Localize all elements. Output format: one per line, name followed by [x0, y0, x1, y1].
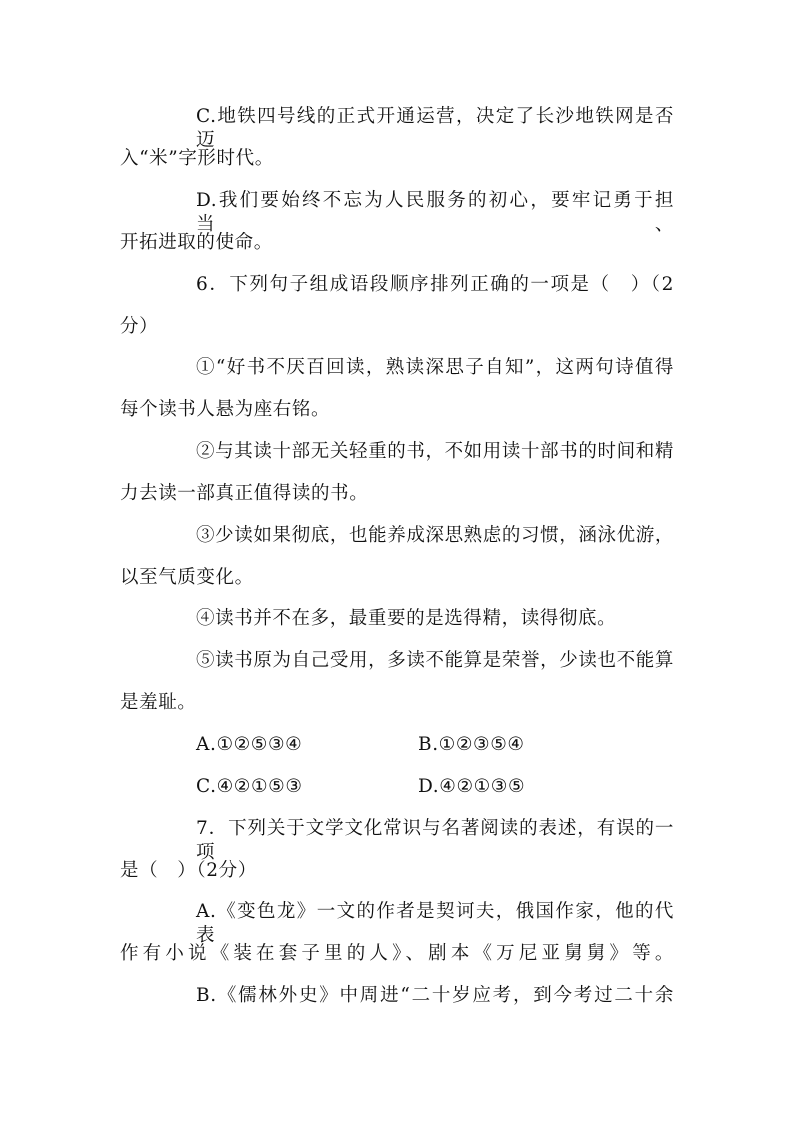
q6-option-d: D.④②①③⑤ — [418, 776, 526, 797]
q7-option-a-line1: A.《变色龙》一文的作者是契诃夫，俄国作家，他的代表 — [196, 901, 674, 946]
q6-sentence-1-line2: 每个读书人悬为座右铭。 — [120, 399, 331, 420]
q6-sentence-2-line2: 力去读一部真正值得读的书。 — [120, 483, 369, 504]
q7-stem-line1: 7．下列关于文学文化常识与名著阅读的表述，有误的一项 — [196, 818, 674, 863]
q6-sentence-1-line1: ①“好书不厌百回读，熟读深思子自知”，这两句诗值得 — [196, 357, 674, 378]
q6-sentence-5-line2: 是羞耻。 — [120, 692, 197, 713]
q6-stem-line2: 分） — [120, 316, 159, 337]
q6-option-c: C.④②①⑤③ — [196, 776, 303, 797]
q6-sentence-4-line1: ④读书并不在多，最重要的是选得精，读得彻底。 — [196, 608, 617, 629]
q5-option-d-line2: 开拓进取的使命。 — [120, 232, 273, 253]
q7-option-a-line2: 作有小说《装在套子里的人》、剧本《万尼亚舅舅》等。 — [120, 943, 674, 964]
q6-option-b: B.①②③⑤④ — [418, 734, 525, 755]
q6-sentence-3-line1: ③少读如果彻底，也能养成深思熟虑的习惯，涵泳优游， — [196, 525, 674, 546]
q6-sentence-5-line1: ⑤读书原为自己受用，多读不能算是荣誉，少读也不能算 — [196, 650, 674, 671]
q5-option-c-line1: C.地铁四号线的正式开通运营，决定了长沙地铁网是否迈 — [196, 106, 674, 151]
q6-sentence-3-line2: 以至气质变化。 — [120, 567, 254, 588]
q6-sentence-2-line1: ②与其读十部无关轻重的书，不如用读十部书的时间和精 — [196, 441, 674, 462]
q5-option-c-line2: 入“米”字形时代。 — [120, 148, 274, 169]
q7-option-b-line1: B.《儒林外史》中周进“二十岁应考，到今考过二十余 — [196, 985, 674, 1006]
q5-option-d-line1: D.我们要始终不忘为人民服务的初心，要牢记勇于担当、 — [196, 190, 674, 235]
q6-stem-line1: 6．下列句子组成语段顺序排列正确的一项是（ ）（2 — [196, 274, 674, 295]
q7-stem-line2: 是（ ）（2分） — [120, 860, 257, 881]
q6-option-a: A.①②⑤③④ — [196, 734, 303, 755]
